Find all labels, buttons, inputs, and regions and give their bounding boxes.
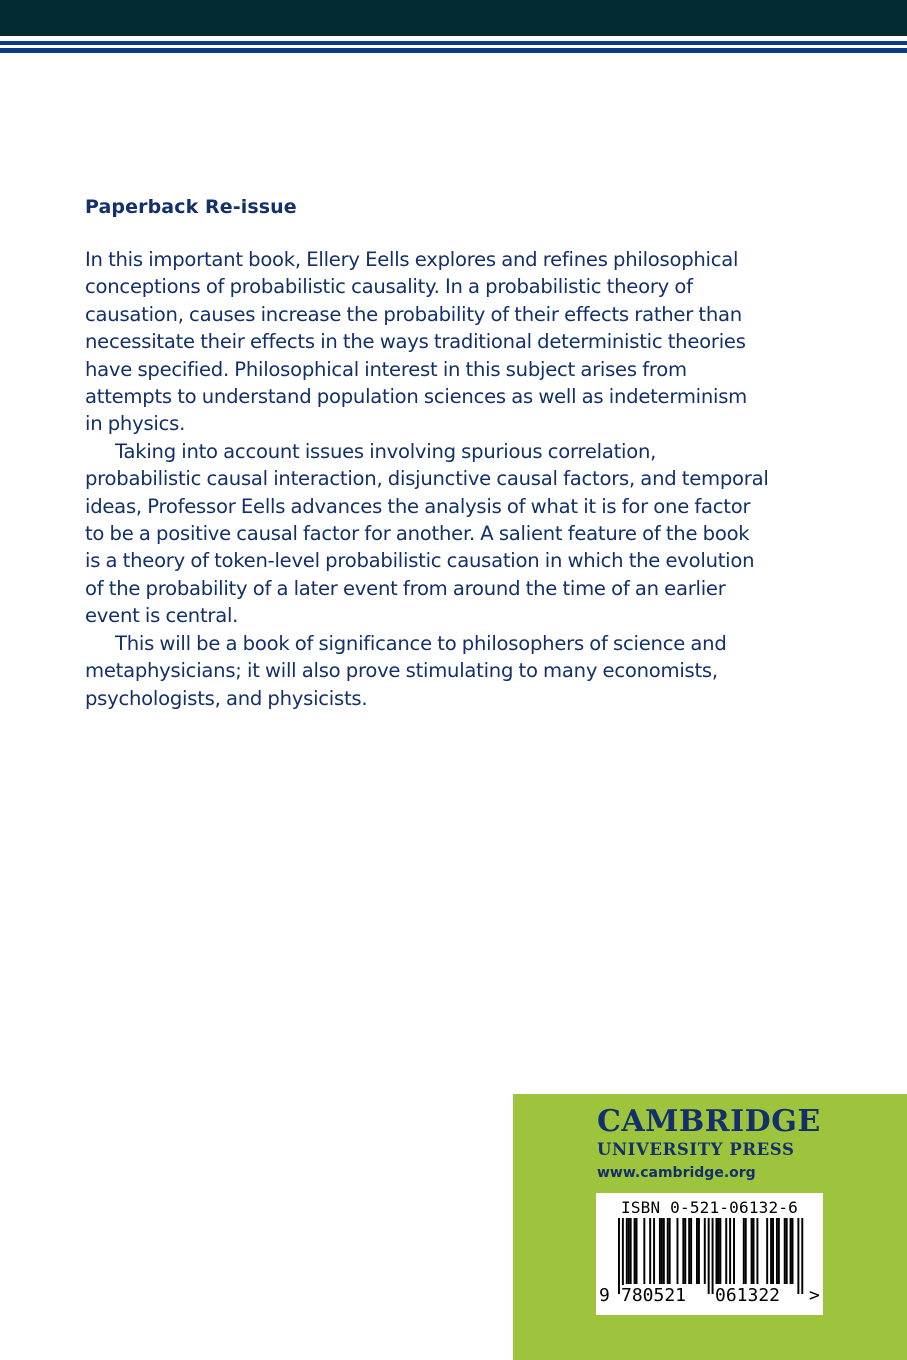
barcode-bar: [688, 1218, 690, 1284]
barcode-bar: [772, 1218, 774, 1284]
blurb-heading: Paperback Re-issue: [85, 196, 297, 218]
barcode-bar: [628, 1218, 630, 1284]
barcode-bar: [667, 1218, 669, 1284]
barcode-bar: [790, 1218, 792, 1284]
barcode-bar: [778, 1218, 780, 1284]
barcode-lead-digit: 9: [599, 1285, 610, 1306]
barcode-bar: [661, 1218, 663, 1284]
barcode-bar: [753, 1218, 755, 1284]
barcode-bar: [649, 1218, 651, 1284]
barcode-left-digits: 780521: [621, 1285, 687, 1306]
publisher-name: CAMBRIDGE: [597, 1104, 821, 1139]
barcode-trail: >: [809, 1285, 820, 1306]
isbn-label: ISBN 0-521-06132-6: [621, 1198, 798, 1217]
publisher-subtitle: UNIVERSITY PRESS: [597, 1140, 795, 1159]
barcode-guard-bar: [708, 1218, 710, 1294]
barcode-guard-bar: [618, 1218, 620, 1294]
barcode-bar: [733, 1218, 735, 1284]
barcode-graphic: [596, 1218, 823, 1294]
barcode-bar: [630, 1218, 632, 1284]
barcode-bar: [684, 1218, 686, 1284]
publisher-url: www.cambridge.org: [597, 1165, 756, 1181]
barcode-bar: [766, 1218, 768, 1284]
barcode-guard-bar: [801, 1218, 803, 1294]
barcode-bar: [696, 1218, 698, 1284]
barcode-bar: [729, 1218, 731, 1284]
barcode-bar: [716, 1218, 718, 1284]
blurb: [85, 196, 825, 712]
barcode-bar: [743, 1218, 745, 1284]
barcode-bar: [725, 1218, 727, 1284]
barcode-bar: [704, 1218, 706, 1284]
barcode-bar: [698, 1218, 700, 1284]
barcode-bar: [636, 1218, 638, 1284]
blurb-paragraph-2: Taking into account issues involving spurious correlation, probabilistic causal interaction, disjunctive causal factors, and temporal ideas, Professor Eells advances the analysis of what it is for one factor to be a positive causal factor for another. A salient feature of the book is a theory of token-level probabilistic causation in which the evolution of the probability of a later event from around the time of an earlier event is central.: [85, 439, 769, 628]
barcode-bar: [663, 1218, 665, 1284]
barcode-bar: [717, 1218, 719, 1284]
barcode-bar: [751, 1218, 753, 1284]
barcode-bar: [776, 1218, 778, 1284]
barcode-bar: [690, 1218, 692, 1284]
barcode-bar: [669, 1218, 671, 1284]
blurb-paragraph-1: In this important book, Ellery Eells explores and refines philosophical conceptions of probabilistic causality. In a probabilistic theory of causation, causes increase the probability of their effects rather than necessitate their effects in the ways traditional deterministic theories have specified. Philosophical interest in this subject arises from attempts to understand population sciences as well as indeterminism in physics.: [85, 248, 748, 436]
barcode-guard-bar: [712, 1218, 714, 1294]
barcode-bar: [792, 1218, 794, 1284]
barcode-bar: [634, 1218, 636, 1284]
header-blue-stripe: [0, 41, 907, 53]
barcode-bar: [626, 1218, 628, 1284]
barcode-bar: [786, 1218, 788, 1284]
barcode-box: [596, 1193, 823, 1315]
blurb-paragraph-3: This will be a book of significance to philosophers of science and metaphysicians; it will also prove stimulating to many economists, psychologists, and physicists.: [85, 631, 727, 710]
barcode-bar: [719, 1218, 721, 1284]
barcode-guard-bar: [622, 1218, 624, 1294]
top-color-band: [0, 0, 907, 36]
barcode-bar: [643, 1218, 645, 1284]
barcode-bar: [659, 1218, 661, 1284]
barcode-bar: [770, 1218, 772, 1284]
barcode-right-digits: 061322: [715, 1285, 781, 1306]
barcode-bar: [756, 1218, 758, 1284]
barcode-bar: [745, 1218, 747, 1284]
header-stripe-line: [0, 45, 907, 48]
barcode-guard-bar: [797, 1218, 799, 1294]
barcode-bar: [653, 1218, 655, 1284]
barcode-bar: [677, 1218, 679, 1284]
barcode-bar: [682, 1218, 684, 1284]
barcode-bar: [784, 1218, 786, 1284]
